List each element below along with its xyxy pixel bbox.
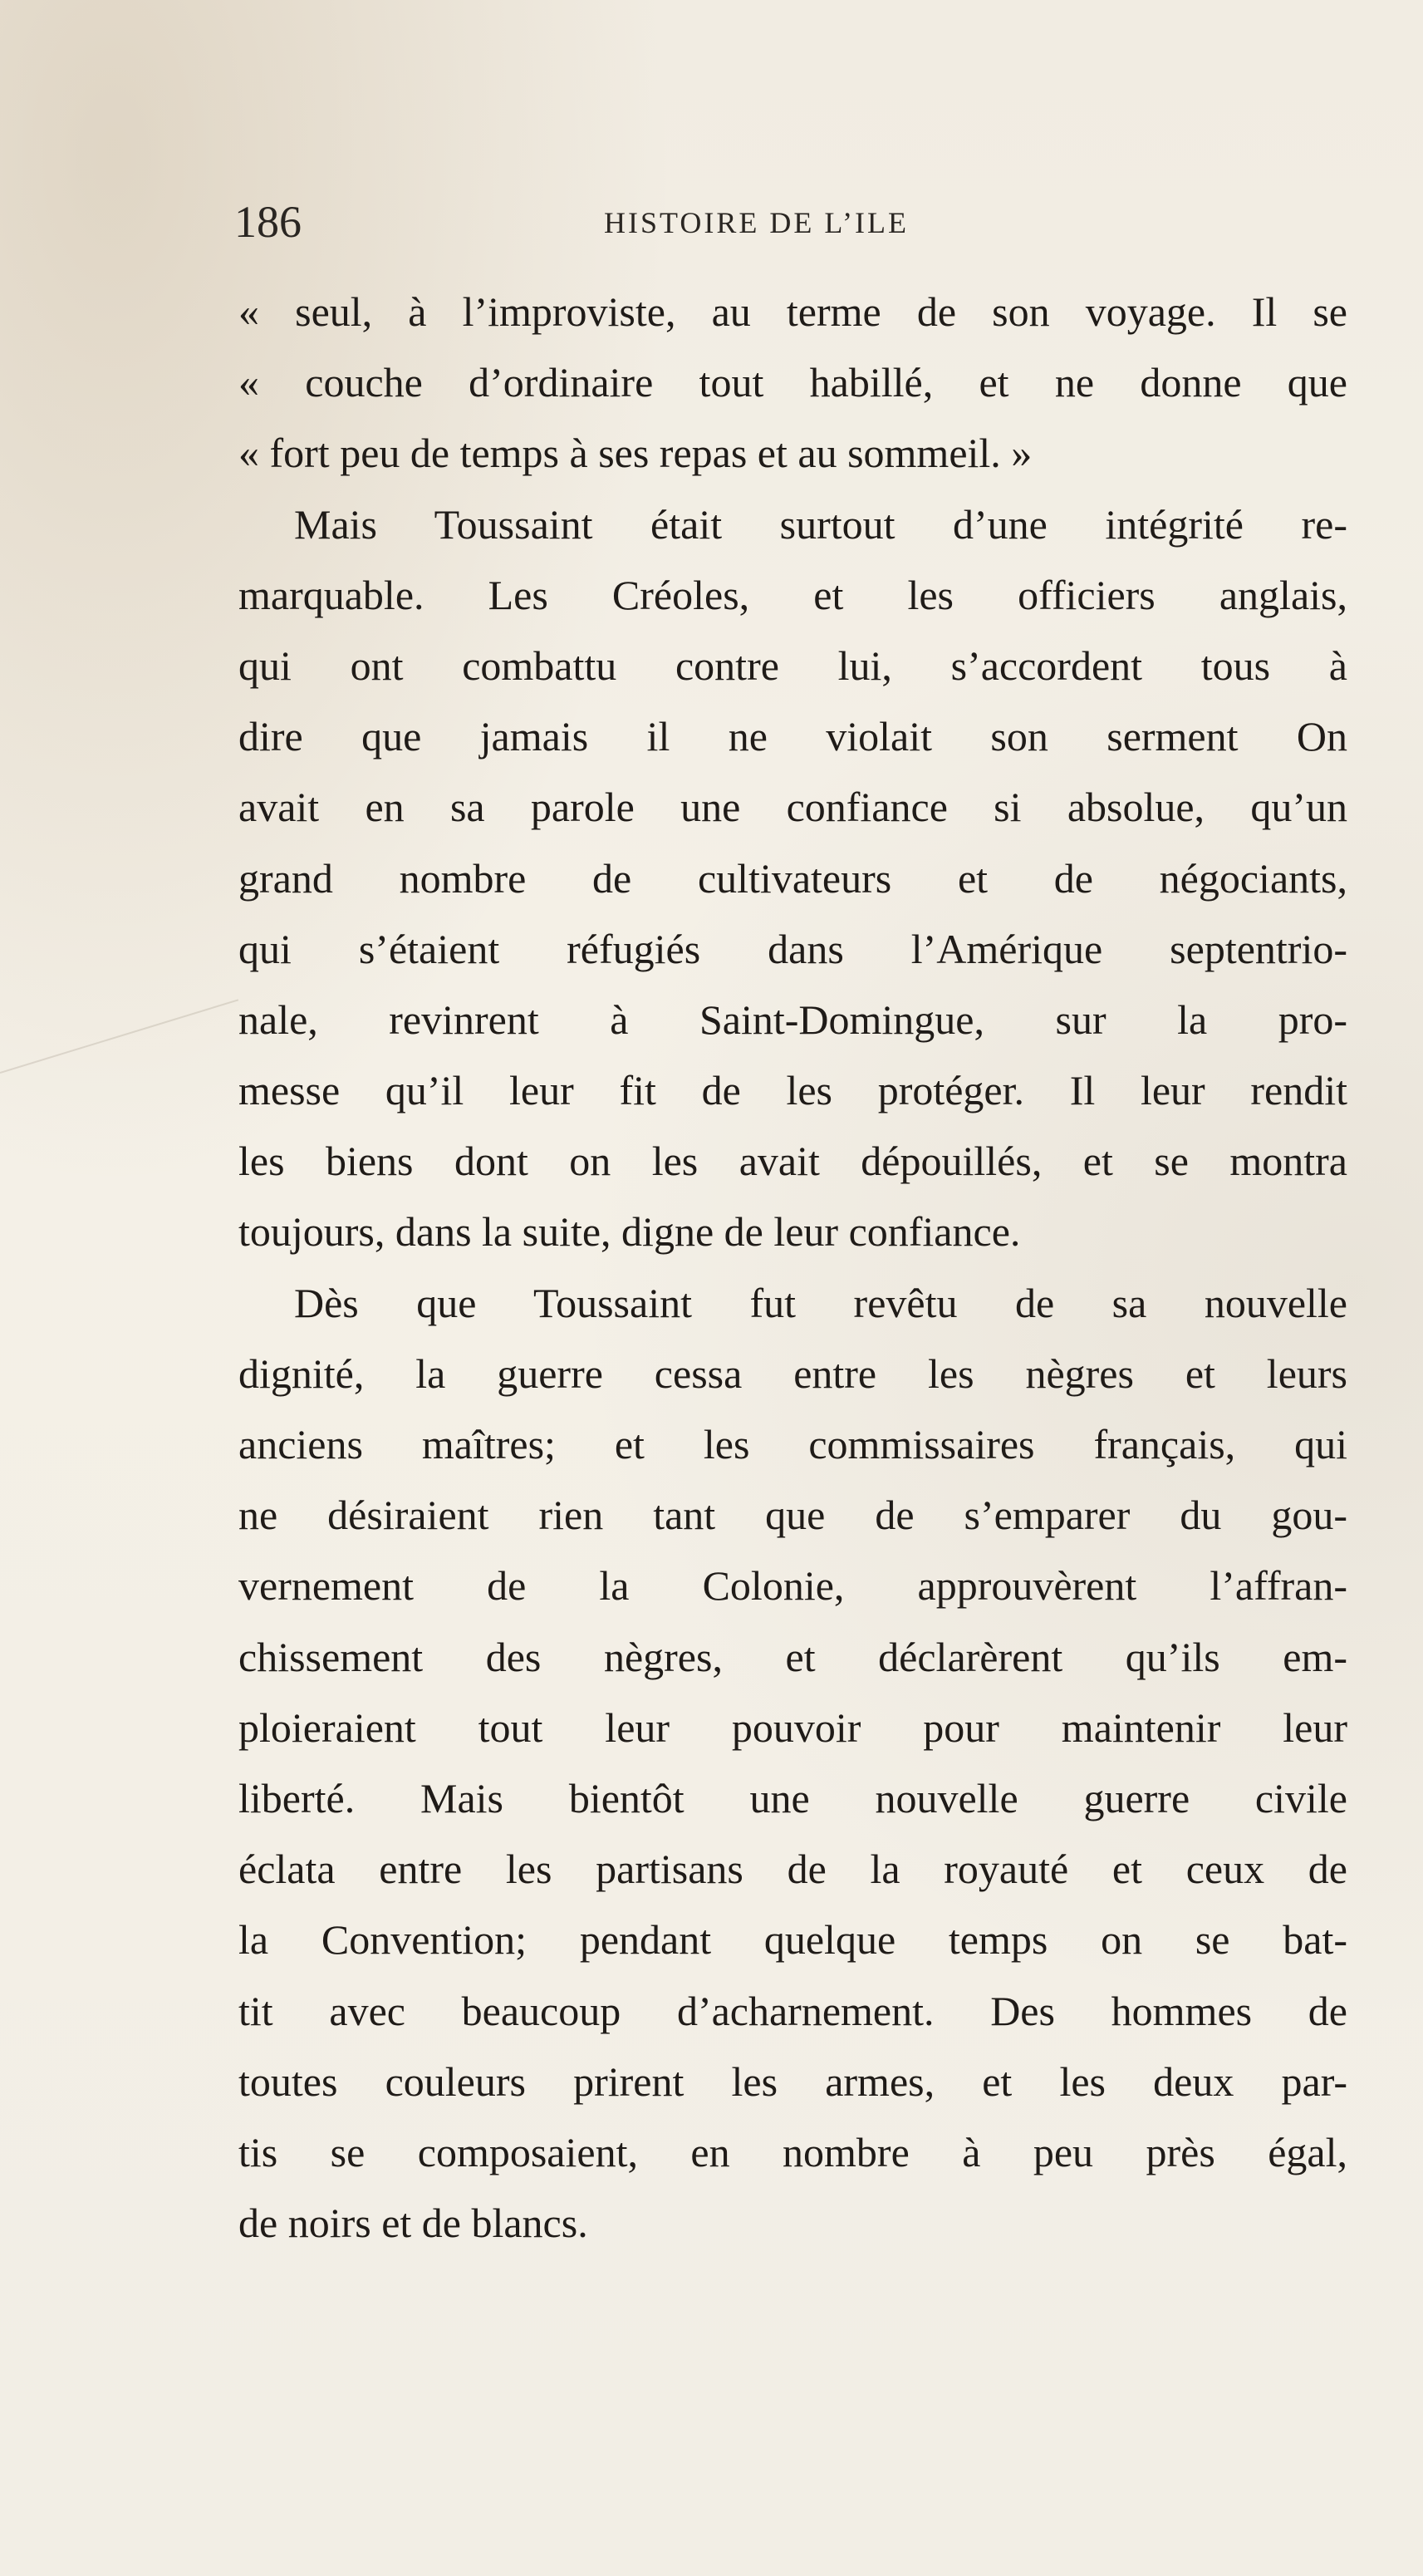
page-crease [0,999,238,1074]
text-line: messe qu’il leur fit de les protéger. Il leur rendit [238,1067,1347,1114]
text-line: éclata entre les partisans de la royauté et ceux de [238,1846,1347,1893]
text-line: les biens dont on les avait dépouillés, et se montra [238,1138,1347,1185]
text-line: « seul, à l’improviste, au terme de son voyage. Il se [238,288,1347,335]
text-line: dignité, la guerre cessa entre les nègres et leurs [238,1349,1347,1397]
text-line: Mais Toussaint était surtout d’une intégrité re- [294,500,1347,548]
text-line: de noirs et de blancs. [238,2200,588,2247]
text-line: vernement de la Colonie, approuvèrent l’affran- [238,1562,1347,1610]
text-line: ploieraient tout leur pouvoir pour maintenir leur [238,1703,1347,1751]
text-line: toujours, dans la suite, digne de leur confiance. [238,1208,1021,1256]
text-line: qui ont combattu contre lui, s’accordent tous à [238,642,1347,689]
running-title: HISTOIRE DE L’ILE [604,206,909,239]
text-line: tit avec beaucoup d’acharnement. Des hommes de [238,1987,1347,2034]
page-number: 186 [234,197,302,247]
body-text [238,277,1347,2259]
page-header [234,193,1372,259]
text-line: chissement des nègres, et déclarèrent qu’ils em- [238,1633,1347,1680]
text-line: liberté. Mais bientôt une nouvelle guerre civile [238,1774,1347,1821]
text-line: grand nombre de cultivateurs et de négociants, [238,854,1347,902]
text-line: tis se composaient, en nombre à peu près égal, [238,2128,1347,2175]
text-line: toutes couleurs prirent les armes, et les deux par- [238,2057,1347,2105]
text-line: Dès que Toussaint fut revêtu de sa nouvelle [294,1279,1347,1326]
text-line: dire que jamais il ne violait son serment On [238,713,1347,760]
text-line: « couche d’ordinaire tout habillé, et ne donne que [238,359,1347,406]
text-line: qui s’étaient réfugiés dans l’Amérique septentrio- [238,925,1347,972]
text-line: avait en sa parole une confiance si absolue, qu’un [238,784,1347,831]
text-line: la Convention; pendant quelque temps on se bat- [238,1916,1347,1964]
text-line: nale, revinrent à Saint-Domingue, sur la pro- [238,995,1347,1043]
text-line: « fort peu de temps à ses repas et au sommeil. » [238,430,1033,477]
text-line: marquable. Les Créoles, et les officiers anglais, [238,571,1347,618]
text-line: anciens maîtres; et les commissaires français, qui [238,1421,1347,1467]
text-line: ne désiraient rien tant que de s’emparer du gou- [238,1492,1347,1539]
